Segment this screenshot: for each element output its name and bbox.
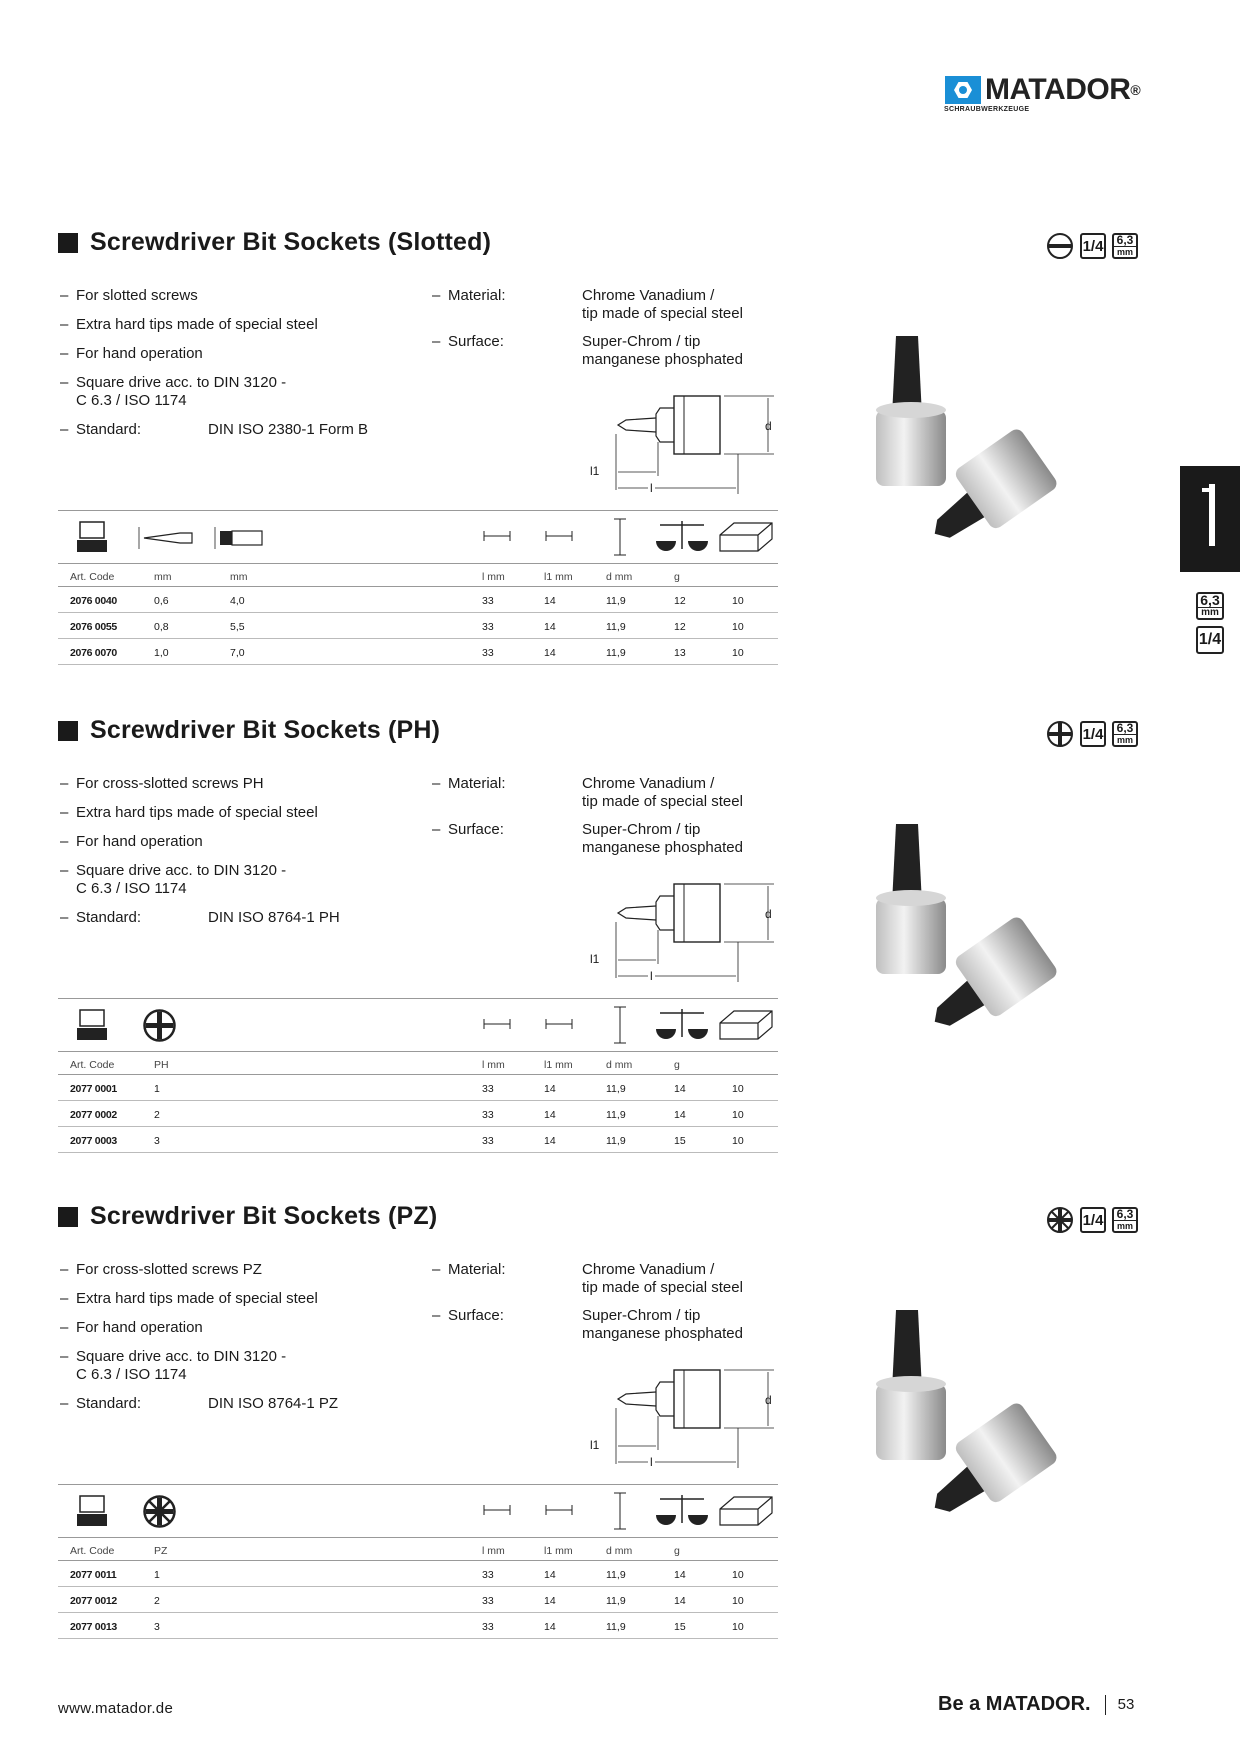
- logo-registered: ®: [1130, 82, 1141, 98]
- mm-unit: mm: [1114, 734, 1136, 746]
- table-cell: 1: [154, 1569, 160, 1581]
- footer-slogan: Be a MATADOR.: [938, 1693, 1091, 1715]
- side-mm-unit: mm: [1198, 607, 1222, 618]
- feature-item: – For cross-slotted screws PH: [60, 775, 420, 793]
- table-cell: 1,0: [154, 647, 169, 659]
- section-title-text: Screwdriver Bit Sockets (Slotted): [90, 228, 492, 256]
- standard-label: Standard:: [76, 1395, 142, 1412]
- product-photo: [866, 814, 1116, 1064]
- standard-row: [60, 1395, 420, 1413]
- weight-scale-icon: [654, 519, 710, 555]
- feature-item: – For slotted screws: [60, 287, 420, 305]
- table-cell: 14: [544, 1595, 556, 1607]
- column-header: Art. Code: [70, 571, 115, 583]
- side-frac: 1/4: [1198, 631, 1222, 648]
- footer-divider: [1105, 1695, 1106, 1715]
- table-cell: 33: [482, 647, 494, 659]
- table-cell: 10: [732, 595, 744, 607]
- standard-value: DIN ISO 2380-1 Form B: [208, 421, 369, 438]
- table-row: [58, 1587, 778, 1613]
- table-cell: 33: [482, 621, 494, 633]
- material-surface: [432, 1261, 782, 1353]
- frac-label: 1/4: [1082, 725, 1104, 743]
- feature-list: [60, 287, 420, 450]
- material-value-2: tip made of special steel: [582, 1279, 743, 1296]
- feature-item-cont: C 6.3 / ISO 1174: [76, 1366, 187, 1383]
- article-table: [58, 998, 778, 1153]
- section-title: [58, 716, 440, 745]
- table-header: [58, 1538, 778, 1561]
- table-cell: 33: [482, 1135, 494, 1147]
- tip-length-icon: [544, 1017, 574, 1031]
- table-cell: 33: [482, 1109, 494, 1121]
- feature-list: [60, 1261, 420, 1424]
- dim-l-label: l: [650, 1455, 653, 1469]
- column-header: Art. Code: [70, 1059, 115, 1071]
- article-code: 2077 0013: [70, 1621, 117, 1633]
- quarter-inch-icon: [1080, 1207, 1106, 1233]
- feature-item: – Extra hard tips made of special steel: [60, 1290, 420, 1308]
- table-cell: 0,6: [154, 595, 169, 607]
- feature-item: – Square drive acc. to DIN 3120 -: [60, 374, 420, 392]
- column-header: g: [674, 1059, 680, 1071]
- feature-item: – For hand operation: [60, 345, 420, 363]
- table-cell: 10: [732, 1569, 744, 1581]
- table-cell: 14: [544, 1135, 556, 1147]
- feature-item: – For hand operation: [60, 833, 420, 851]
- article-code: 2077 0001: [70, 1083, 117, 1095]
- table-cell: 0,8: [154, 621, 169, 633]
- surface-label: – Surface:: [432, 821, 582, 857]
- table-cell: 11,9: [606, 1109, 626, 1121]
- column-header: l1 mm: [544, 571, 573, 583]
- footer-url[interactable]: www.matador.de: [58, 1700, 174, 1717]
- table-cell: 4,0: [230, 595, 245, 607]
- table-cell: 10: [732, 1135, 744, 1147]
- feature-item: – Square drive acc. to DIN 3120 -: [60, 862, 420, 880]
- table-row: [58, 1075, 778, 1101]
- table-cell: 14: [544, 595, 556, 607]
- material-label: – Material:: [432, 1261, 582, 1297]
- table-cell: 10: [732, 1083, 744, 1095]
- table-row: [58, 1613, 778, 1639]
- table-icons-row: [58, 999, 778, 1052]
- length-icon: [482, 1017, 512, 1031]
- table-cell: 2: [154, 1109, 160, 1121]
- diameter-icon: [612, 517, 628, 557]
- matador-logo-icon: [945, 76, 981, 104]
- surface-value-2: manganese phosphated: [582, 351, 743, 368]
- feature-list: [60, 775, 420, 938]
- logo-name: MATADOR: [985, 73, 1131, 106]
- surface-value-2: manganese phosphated: [582, 1325, 743, 1342]
- material-value-2: tip made of special steel: [582, 305, 743, 322]
- drive-icons: [1046, 1206, 1138, 1234]
- material-surface: [432, 287, 782, 379]
- section-title: [58, 1202, 437, 1231]
- tip-length-icon: [544, 529, 574, 543]
- article-code: 2077 0012: [70, 1595, 117, 1607]
- material-value: Chrome Vanadium /: [582, 775, 715, 792]
- table-cell: 10: [732, 1621, 744, 1633]
- feature-item: – For hand operation: [60, 1319, 420, 1337]
- dim-d-label: d: [765, 907, 772, 921]
- article-code: 2076 0070: [70, 647, 117, 659]
- table-cell: 11,9: [606, 621, 626, 633]
- table-cell: 14: [674, 1569, 686, 1581]
- length-icon: [482, 529, 512, 543]
- section-title-text: Screwdriver Bit Sockets (PH): [90, 716, 441, 744]
- footer-slogan-block: [938, 1693, 1134, 1716]
- material-value: Chrome Vanadium /: [582, 287, 715, 304]
- column-header: g: [674, 1545, 680, 1557]
- table-row: [58, 1101, 778, 1127]
- mm-unit: mm: [1114, 1220, 1136, 1232]
- side-mm-value: 6,3: [1200, 592, 1220, 608]
- column-header: l1 mm: [544, 1545, 573, 1557]
- column-header: d mm: [606, 571, 633, 583]
- column-header: l mm: [482, 571, 505, 583]
- mm-icon: [1112, 721, 1138, 747]
- article-table: [58, 510, 778, 665]
- standard-label: Standard:: [76, 909, 142, 926]
- table-cell: 10: [732, 647, 744, 659]
- weight-scale-icon: [654, 1007, 710, 1043]
- mm-icon: [1112, 233, 1138, 259]
- article-code: 2077 0011: [70, 1569, 117, 1581]
- diameter-icon: [612, 1005, 628, 1045]
- table-cell: 1: [154, 1083, 160, 1095]
- column-header: l mm: [482, 1059, 505, 1071]
- table-cell: 11,9: [606, 595, 626, 607]
- slotted-icon: [1046, 232, 1074, 260]
- table-cell: 3: [154, 1135, 160, 1147]
- material-value: Chrome Vanadium /: [582, 1261, 715, 1278]
- material-surface: [432, 775, 782, 867]
- title-square-icon: [58, 233, 78, 253]
- phillips-icon: [1046, 720, 1074, 748]
- table-cell: 14: [544, 647, 556, 659]
- feature-item-cont: C 6.3 / ISO 1174: [76, 880, 187, 897]
- table-cell: 2: [154, 1595, 160, 1607]
- column-header: mm: [230, 571, 248, 583]
- surface-label: – Surface:: [432, 1307, 582, 1343]
- standard-row: [60, 909, 420, 927]
- article-table: [58, 1484, 778, 1639]
- title-square-icon: [58, 1207, 78, 1227]
- table-cell: 11,9: [606, 1083, 626, 1095]
- table-header: [58, 1052, 778, 1075]
- blade-thickness-icon: [134, 525, 194, 551]
- table-cell: 14: [544, 1083, 556, 1095]
- column-header: PZ: [154, 1545, 168, 1557]
- table-cell: 14: [674, 1109, 686, 1121]
- catalog-icon: [76, 1494, 108, 1528]
- column-header: d mm: [606, 1545, 633, 1557]
- mm-value: 6,3: [1116, 721, 1134, 735]
- table-cell: 10: [732, 1595, 744, 1607]
- table-cell: 11,9: [606, 1595, 626, 1607]
- surface-value: Super-Chrom / tip: [582, 333, 701, 350]
- article-code: 2076 0040: [70, 595, 117, 607]
- table-cell: 14: [674, 1595, 686, 1607]
- packing-unit-icon: [718, 1495, 774, 1527]
- table-cell: 33: [482, 595, 494, 607]
- feature-item: – Extra hard tips made of special steel: [60, 316, 420, 334]
- table-cell: 33: [482, 1083, 494, 1095]
- table-cell: 11,9: [606, 1621, 626, 1633]
- table-row: [58, 613, 778, 639]
- standard-row: [60, 421, 420, 439]
- table-row: [58, 1127, 778, 1153]
- column-header: Art. Code: [70, 1545, 115, 1557]
- mm-value: 6,3: [1116, 233, 1134, 247]
- screwdriver-icon: [1180, 466, 1240, 572]
- mm-icon: [1112, 1207, 1138, 1233]
- pozidriv-icon: [142, 1494, 178, 1530]
- page-number: 53: [1117, 1696, 1135, 1713]
- pozidriv-icon: [1046, 1206, 1074, 1234]
- material-label: – Material:: [432, 287, 582, 323]
- mm-unit: mm: [1114, 246, 1136, 258]
- frac-label: 1/4: [1082, 1211, 1104, 1229]
- product-photo: [866, 1300, 1116, 1550]
- catalog-icon: [76, 520, 108, 554]
- feature-item: – Square drive acc. to DIN 3120 -: [60, 1348, 420, 1366]
- surface-value-2: manganese phosphated: [582, 839, 743, 856]
- dim-l-label: l: [650, 969, 653, 983]
- surface-value: Super-Chrom / tip: [582, 1307, 701, 1324]
- dim-l-label: l: [650, 481, 653, 495]
- dimension-drawing: [556, 1364, 776, 1472]
- surface-value: Super-Chrom / tip: [582, 821, 701, 838]
- standard-value: DIN ISO 8764-1 PZ: [208, 1395, 339, 1412]
- table-cell: 15: [674, 1621, 686, 1633]
- material-value-2: tip made of special steel: [582, 793, 743, 810]
- feature-item-cont: C 6.3 / ISO 1174: [76, 392, 187, 409]
- dim-l1-label: l1: [590, 952, 600, 966]
- drive-icons: [1046, 232, 1138, 260]
- phillips-icon: [142, 1008, 178, 1044]
- table-cell: 10: [732, 621, 744, 633]
- standard-label: Standard:: [76, 421, 142, 438]
- feature-item: – For cross-slotted screws PZ: [60, 1261, 420, 1279]
- chapter-tab: [1180, 466, 1240, 572]
- catalog-icon: [76, 1008, 108, 1042]
- material-label: – Material:: [432, 775, 582, 811]
- column-header: mm: [154, 571, 172, 583]
- surface-label: – Surface:: [432, 333, 582, 369]
- table-cell: 33: [482, 1595, 494, 1607]
- dim-l1-label: l1: [590, 1438, 600, 1452]
- dim-l1-label: l1: [590, 464, 600, 478]
- weight-scale-icon: [654, 1493, 710, 1529]
- table-cell: 14: [544, 621, 556, 633]
- article-code: 2077 0002: [70, 1109, 117, 1121]
- section-title: [58, 228, 491, 257]
- table-cell: 14: [544, 1621, 556, 1633]
- quarter-inch-icon: [1080, 233, 1106, 259]
- table-row: [58, 587, 778, 613]
- article-code: 2077 0003: [70, 1135, 117, 1147]
- table-row: [58, 639, 778, 665]
- diameter-icon: [612, 1491, 628, 1531]
- table-cell: 5,5: [230, 621, 245, 633]
- packing-unit-icon: [718, 1009, 774, 1041]
- side-quarter-inch-icon: [1196, 626, 1224, 654]
- section-title-text: Screwdriver Bit Sockets (PZ): [90, 1202, 438, 1230]
- table-cell: 14: [544, 1569, 556, 1581]
- table-cell: 14: [674, 1083, 686, 1095]
- table-row: [58, 1561, 778, 1587]
- column-header: l1 mm: [544, 1059, 573, 1071]
- drive-icons: [1046, 720, 1138, 748]
- table-cell: 13: [674, 647, 686, 659]
- table-cell: 10: [732, 1109, 744, 1121]
- column-header: l mm: [482, 1545, 505, 1557]
- column-header: d mm: [606, 1059, 633, 1071]
- table-cell: 11,9: [606, 647, 626, 659]
- dimension-drawing: [556, 390, 776, 498]
- logo-subtitle: SCHRAUBWERKZEUGE: [944, 106, 1030, 113]
- feature-item: – Extra hard tips made of special steel: [60, 804, 420, 822]
- title-square-icon: [58, 721, 78, 741]
- column-header: PH: [154, 1059, 169, 1071]
- dim-d-label: d: [765, 1393, 772, 1407]
- dim-d-label: d: [765, 419, 772, 433]
- table-cell: 7,0: [230, 647, 245, 659]
- product-photo: [866, 326, 1116, 576]
- table-cell: 12: [674, 621, 686, 633]
- article-code: 2076 0055: [70, 621, 117, 633]
- mm-value: 6,3: [1116, 1207, 1134, 1221]
- quarter-inch-icon: [1080, 721, 1106, 747]
- table-cell: 3: [154, 1621, 160, 1633]
- frac-label: 1/4: [1082, 237, 1104, 255]
- table-cell: 11,9: [606, 1135, 626, 1147]
- dimension-drawing: [556, 878, 776, 986]
- table-cell: 33: [482, 1621, 494, 1633]
- table-icons-row: [58, 511, 778, 564]
- table-cell: 33: [482, 1569, 494, 1581]
- table-cell: 11,9: [606, 1569, 626, 1581]
- side-mm-icon: [1196, 592, 1224, 620]
- table-icons-row: [58, 1485, 778, 1538]
- length-icon: [482, 1503, 512, 1517]
- standard-value: DIN ISO 8764-1 PH: [208, 909, 340, 926]
- table-header: [58, 564, 778, 587]
- table-cell: 15: [674, 1135, 686, 1147]
- tip-length-icon: [544, 1503, 574, 1517]
- table-cell: 14: [544, 1109, 556, 1121]
- table-cell: 12: [674, 595, 686, 607]
- packing-unit-icon: [718, 521, 774, 553]
- column-header: g: [674, 571, 680, 583]
- blade-width-icon: [210, 525, 270, 551]
